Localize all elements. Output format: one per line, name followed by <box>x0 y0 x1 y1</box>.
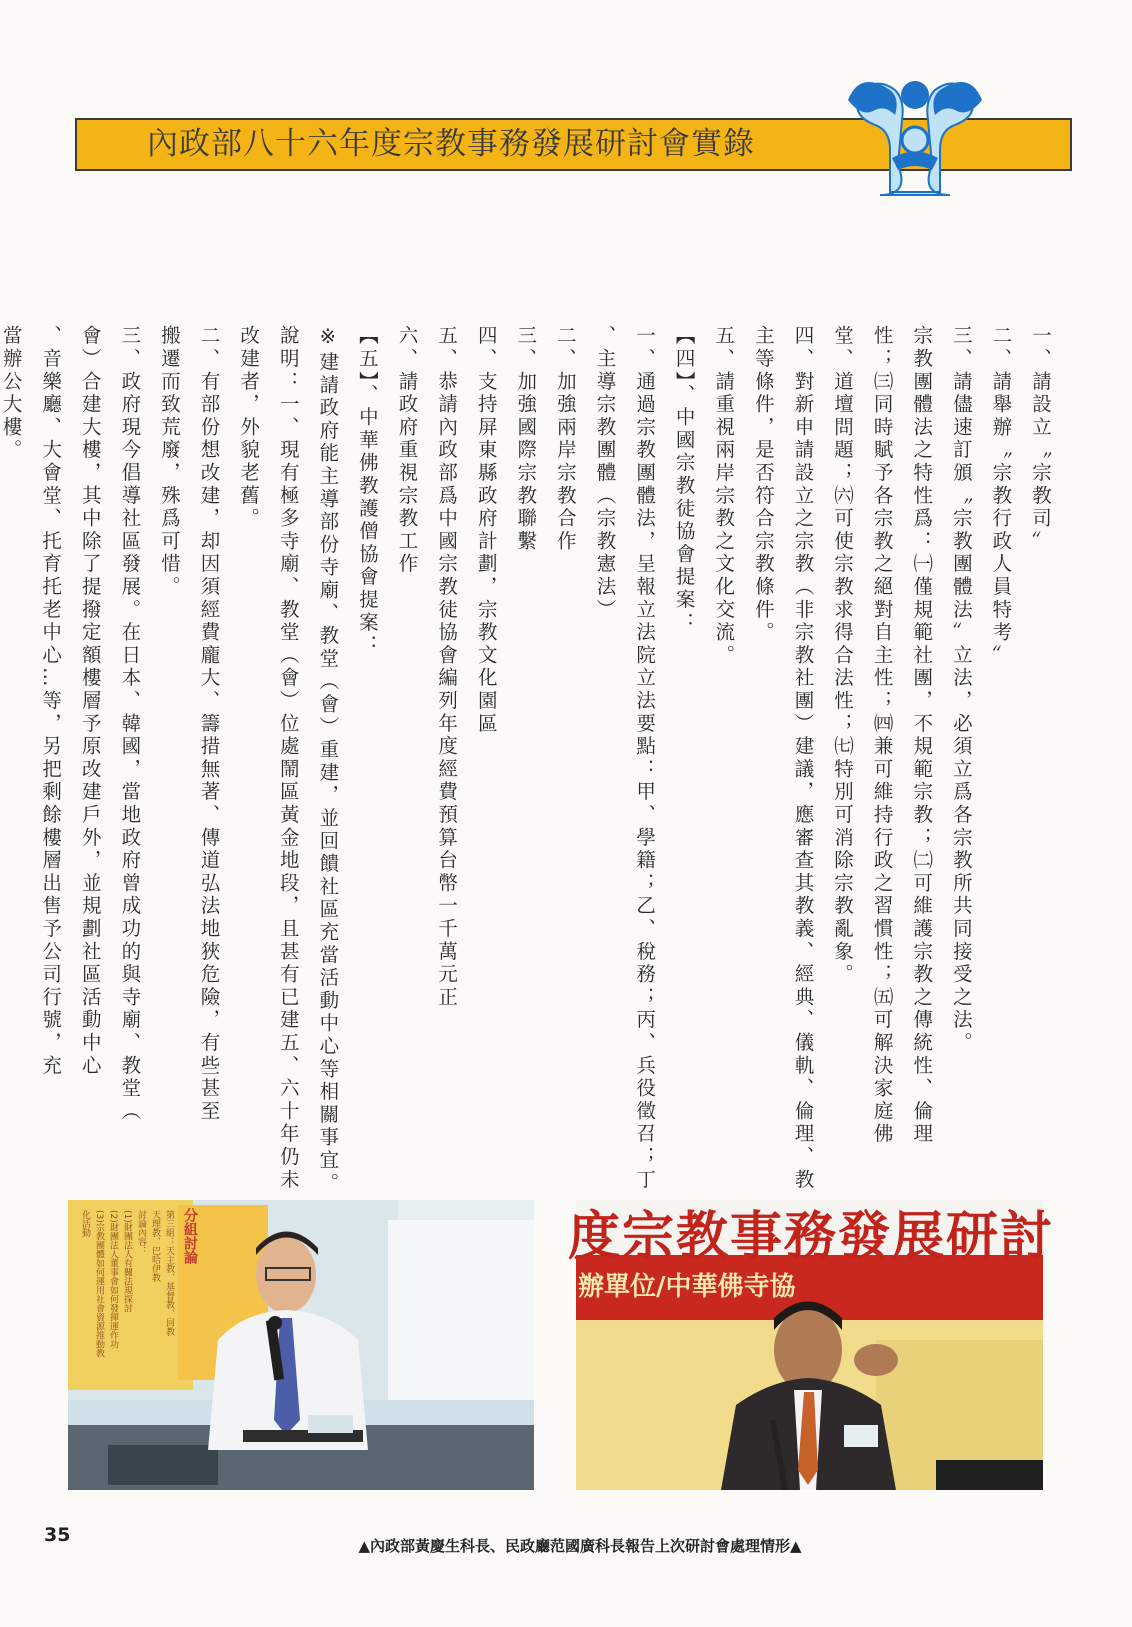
photo-speaker-left <box>68 1200 534 1490</box>
poster-title: 分組討論 <box>182 1208 198 1264</box>
text-line: 一、通過宗教團體法，呈報立法院立法要點：甲、學籍；乙、稅務；丙、兵役徵召；丁 <box>633 325 657 1192</box>
text-line: 說明：一、現有極多寺廟、教堂（會）位處鬧區黃金地段，且甚有已建五、六十年仍未 <box>276 325 300 1192</box>
text-line: 二、有部份想改建，却因須經費龐大、籌措無著、傳道弘法地狹危險，有些甚至 <box>197 325 221 1123</box>
text-line: 當辦公大樓。 <box>0 325 23 462</box>
text-line: 主等條件，是否符合宗教條件。 <box>751 325 775 645</box>
text-line: 三、政府現今倡導社區發展。在日本、韓國，當地政府曾成功的與寺廟、教堂（ <box>118 325 142 1123</box>
text-line: 四、對新申請設立之宗教（非宗教社團）建議，應審查其教義、經典、儀軌、倫理、教 <box>791 325 815 1192</box>
poster-text <box>76 1210 176 1380</box>
text-line: 、主導宗教團體（宗教憲法） <box>593 325 617 622</box>
text-line: 二、請舉辦〝宗教行政人員特考〞 <box>989 325 1013 667</box>
page-number: 35 <box>44 1524 71 1546</box>
poster-line: 化活動 <box>80 1210 90 1237</box>
poster-line: (1)財團法人有關法規探討 <box>122 1210 132 1313</box>
text-line: 宗教團體法之特性爲：㈠僅規範社團，不規範宗教；㈡可維護宗教之傳統性、倫理 <box>910 325 934 1146</box>
text-line: 改建者，外貌老舊。 <box>237 325 261 531</box>
banner-text: 度宗教事務發展研討 <box>568 1207 1055 1267</box>
text-line: 六、請政府重視宗教工作 <box>395 325 419 576</box>
text-line: 搬遷而致荒廢，殊爲可惜。 <box>157 325 181 599</box>
text-line: 三、加強國際宗教聯繫 <box>514 325 538 553</box>
text-line: 【四】、中國宗教徒協會提案： <box>672 325 696 635</box>
poster-line: 天理教、巴哈伊教 <box>150 1210 160 1282</box>
poster-line: (3)宗教團體如何運用社會資源推動教 <box>94 1210 104 1358</box>
text-line: 二、加強兩岸宗教合作 <box>553 325 577 553</box>
text-line: 性；㈢同時賦予各宗教之絕對自主性；㈣兼可維持行政之習慣性；㈤可解決家庭佛 <box>870 325 894 1146</box>
ministry-logo <box>840 70 990 200</box>
text-line: 會）合建大樓，其中除了提撥定額樓層予原改建戶外，並規劃社區活動中心 <box>78 325 102 1078</box>
text-line: 、音樂廳、大會堂、托育托老中心…等，另把剩餘樓層出售予公司行號，充 <box>39 325 63 1078</box>
text-line: 【五】、中華佛教護僧協會提案： <box>355 325 379 658</box>
text-line: 堂、道壇問題；㈥可使宗教求得合法性；㈦特別可消除宗教亂象。 <box>831 325 855 987</box>
text-line: 一、請設立〝宗教司〞 <box>1029 325 1052 553</box>
poster-line: (2)財團法人董事會如何發揮運作功 <box>108 1210 118 1349</box>
banner-subtext: 辦單位/中華佛寺協 <box>578 1272 796 1302</box>
text-line: 五、請重視兩岸宗教之文化交流。 <box>712 325 736 667</box>
page-title: 內政部八十六年度宗教事務發展研討會實錄 <box>147 126 755 162</box>
photo-speaker-right <box>568 1200 1055 1490</box>
poster-line: 討論內容： <box>136 1210 146 1255</box>
photo-caption: ▲內政部黃慶生科長、民政廳范國廣科長報告上次研討會處理情形▲ <box>358 1537 802 1555</box>
text-line: ※建請政府能主導部份寺廟、教堂（會）重建，並回饋社區充當活動中心等相關事宜。 <box>316 325 340 1195</box>
poster-line: 第三組：天主教、基督教、回教 <box>164 1210 174 1336</box>
text-line: 三、請儘速訂頒〝宗教團體法〞立法，必須立爲各宗教所共同接受之法。 <box>949 325 973 1055</box>
text-line: 五、恭請內政部爲中國宗教徒協會編列年度經費預算台幣一千萬元正 <box>435 325 459 1009</box>
text-line: 四、支持屏東縣政府計劃，宗教文化園區 <box>474 325 498 736</box>
proposal-text <box>0 325 1060 1195</box>
